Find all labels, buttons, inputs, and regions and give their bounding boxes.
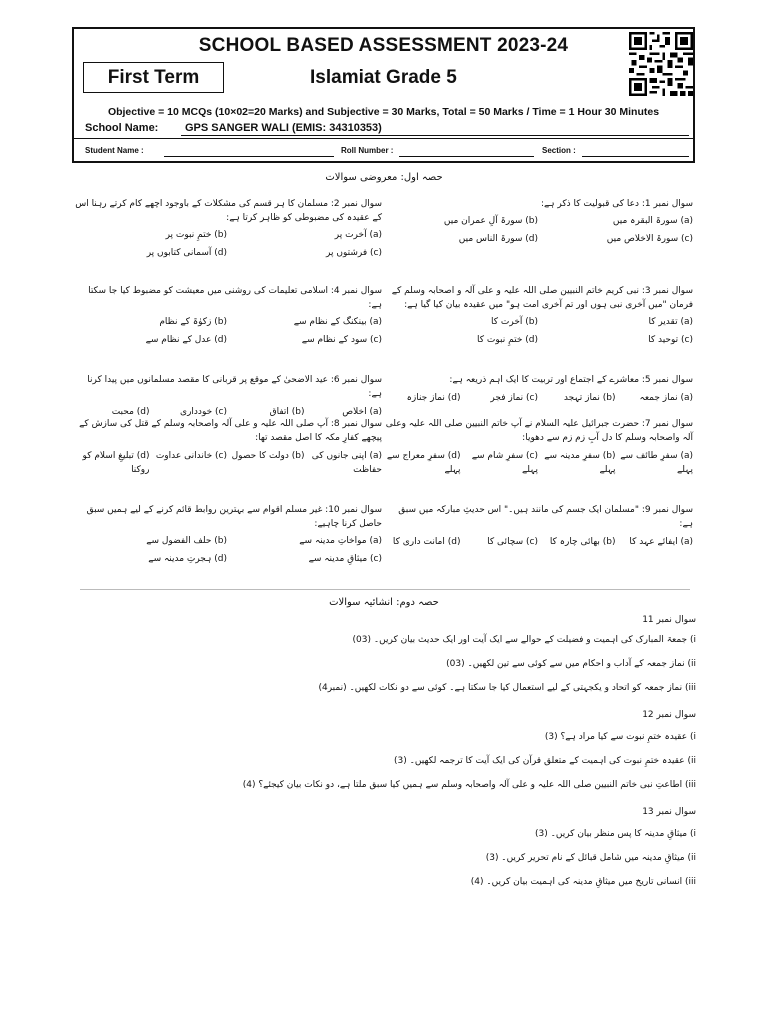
question-text: سوال نمبر 5: معاشرے کے اجتماع اور تربیت کا ایک اہم ذریعہ ہے:: [449, 375, 693, 385]
question-text: سوال نمبر 3: نبی کریم خاتم النبیین صلی اللہ علیہ و علی آلہ و اصحابہ وسلم کے فرمان "میں آخری نبی ہوں اور تم آخری امت ہو" میں عقیدہ بیان کیا گیا ہے:: [391, 286, 693, 310]
option: (a) تقدیر کا: [648, 317, 693, 327]
option: (c) سورۃ الاخلاص میں: [606, 234, 693, 244]
option: (b) دولت کا حصول: [231, 451, 305, 461]
roll-number-label: Roll Number :: [341, 146, 394, 155]
sub-question: iii) اطاعتِ نبی خاتم النبیین صلی اللہ علیہ و علی آلہ واصحابہ وسلم سے ہمیں کیا سبق ملتا ہے، دو نکات بیان کیجئے؟ (4): [242, 780, 696, 790]
option: (c) سود کے نظام سے: [301, 335, 382, 345]
term-box: First Term: [83, 62, 224, 93]
option: (a) سفرِ طائف سے پہلے: [620, 451, 693, 475]
sub-question: ii) میثاقِ مدینہ میں شامل قبائل کے نام تحریر کریں۔ (3): [485, 853, 696, 863]
option: (b) زکوٰۃ کے نظام: [159, 317, 227, 327]
option: (d) تبلیغِ اسلام کو روکنا: [82, 451, 150, 475]
option: (c) میثاقِ مدینہ سے: [308, 554, 382, 564]
mcq-10: [72, 503, 382, 566]
question-text: سوال نمبر 1: دعا کی قبولیت کا ذکر ہے:: [540, 199, 693, 209]
question-title: سوال نمبر 13: [642, 807, 696, 817]
option: (c) خودداری: [180, 407, 227, 417]
option: (a) مواخاتِ مدینہ سے: [299, 536, 382, 546]
mcq-8: [72, 417, 382, 477]
question-text: سوال نمبر 9: "مسلمان ایک جسم کی مانند ہیں۔" اس حدیثِ مبارکہ میں سبق ہے:: [398, 505, 693, 529]
option: (a) سورۃ البقرہ میں: [612, 216, 693, 226]
option: (a) نماز جمعہ: [639, 393, 693, 403]
option: (d) ہجرتِ مدینہ سے: [148, 554, 227, 564]
sub-question: ii) نماز جمعہ کے آداب و احکام میں سے کوئی سے تین لکھیں۔ (03): [446, 659, 696, 669]
question-text: سوال نمبر 8: آپ صلی اللہ علیہ و علی آلہ واصحابہ وسلم کے قتل کی سازش کے پیچھے کفارِ مکہ کا اصل مقصد تھا:: [79, 419, 382, 443]
option: (a) آخرت پر: [334, 230, 382, 240]
subject-title: Islamiat Grade 5: [310, 67, 457, 88]
sub-question: i) جمعۃ المبارک کی اہمیت و فضیلت کے حوالے سے ایک آیت اور ایک حدیث بیان کریں۔ (03): [352, 635, 696, 645]
option: (d) نماز جنازہ: [406, 393, 461, 403]
sub-question: ii) عقیدہ ختمِ نبوت کی اہمیت کے متعلق قرآن کی ایک آیت کا ترجمہ لکھیں۔ (3): [394, 756, 696, 766]
option: (c) فرشتوں پر: [326, 248, 382, 258]
section-divider: [80, 589, 690, 590]
mcq-7: [383, 417, 693, 477]
question-12: [96, 708, 696, 792]
mcq-1: [383, 197, 693, 246]
school-name-label: School Name:: [85, 122, 159, 134]
option: (a) بینکنگ کے نظام سے: [293, 317, 382, 327]
school-name-underline: [181, 135, 689, 136]
option: (b) ختمِ نبوت پر: [165, 230, 227, 240]
school-name-value: GPS SANGER WALI (EMIS: 34310353): [185, 122, 382, 134]
question-title: سوال نمبر 11: [642, 615, 696, 625]
part2-heading: حصہ دوم: انشائیہ سوالات: [329, 597, 439, 608]
sub-question: iii) انسانی تاریخ میں میثاقِ مدینہ کی اہمیت بیان کریں۔ (4): [470, 877, 696, 887]
student-name-label: Student Name :: [85, 146, 144, 155]
option: (b) نماز تہجد: [563, 393, 616, 403]
question-11: [96, 613, 696, 695]
section-field[interactable]: [582, 156, 689, 157]
option: (a) ایفائے عہد کا: [629, 537, 693, 547]
option: (b) سفرِ مدینہ سے پہلے: [544, 451, 616, 475]
part1-heading: حصہ اول: معروضی سوالات: [325, 172, 443, 183]
question-text: سوال نمبر 2: مسلمان کا ہر قسم کی مشکلات کے باوجود اچھے کام کرتے رہنا اس کے عقیدہ کی مضبوطی کو ظاہر کرتا ہے:: [75, 199, 382, 223]
header-frame: [72, 27, 695, 163]
sub-question: i) عقیدہ ختمِ نبوت سے کیا مراد ہے؟ (3): [544, 732, 696, 742]
assessment-title: SCHOOL BASED ASSESSMENT 2023-24: [198, 35, 569, 56]
question-text: سوال نمبر 6: عید الاضحیٰ کے موقع پر قربانی کا مقصد مسلمانوں میں پیدا کرنا ہے:: [87, 375, 382, 399]
mcq-5: [383, 373, 693, 405]
question-text: سوال نمبر 7: حضرت جبرائیل علیہ السلام نے آپ خاتم النبیین صلی اللہ علیہ وعلی آلہ واصحابہ وسلم کا دل آبِ زم زم سے دھویا:: [385, 419, 693, 443]
roll-number-field[interactable]: [399, 156, 534, 157]
header-separator: [74, 138, 693, 139]
question-title: سوال نمبر 12: [642, 710, 696, 720]
option: (d) ختمِ نبوت کا: [477, 335, 538, 345]
mcq-9: [383, 503, 693, 549]
option: (d) آسمانی کتابوں پر: [146, 248, 227, 258]
mcq-3: [383, 284, 693, 347]
option: (c) خاندانی عداوت: [155, 451, 227, 461]
sub-question: iii) نماز جمعہ کو اتحاد و یکجہتی کے لیے استعمال کیا جا سکتا ہے۔ کوئی سے دو نکات لکھیں۔ (نمبر4): [318, 683, 696, 693]
mcq-2: [72, 197, 382, 260]
option: (b) حلف الفضول سے: [146, 536, 227, 546]
option: (a) اخلاص: [342, 407, 382, 417]
option: (c) نماز فجر: [490, 393, 538, 403]
option: (d) سفرِ معراج سے پہلے: [386, 451, 461, 475]
section-label: Section :: [542, 146, 576, 155]
sub-question: i) میثاقِ مدینہ کا پس منظر بیان کریں۔ (3): [534, 829, 696, 839]
option: (c) سفرِ شام سے پہلے: [471, 451, 538, 475]
option: (b) آخرت کا: [491, 317, 538, 327]
mcq-4: [72, 284, 382, 347]
option: (a) اپنی جانوں کی حفاظت: [311, 451, 382, 475]
option: (b) بھائی چارہ کا: [549, 537, 616, 547]
question-13: [96, 805, 696, 889]
option: (d) سورۃ الناس میں: [458, 234, 538, 244]
question-text: سوال نمبر 10: غیر مسلم اقوام سے بہترین روابط قائم کرنے کے لیے ہمیں سبق حاصل کرنا چاہیے:: [86, 505, 382, 529]
option: (b) سورۃ آلِ عمران میں: [443, 216, 538, 226]
option: (d) امانت داری کا: [392, 537, 461, 547]
qr-code-icon: [629, 32, 693, 96]
mcq-6: [72, 373, 382, 419]
student-name-field[interactable]: [164, 156, 334, 157]
marks-line: Objective = 10 MCQs (10×02=20 Marks) and Subjective = 30 Marks, Total = 50 Marks / Time = 1 Hour 30 Minutes: [107, 106, 660, 118]
option: (d) محبت: [111, 407, 150, 417]
option: (b) اتفاق: [269, 407, 305, 417]
question-text: سوال نمبر 4: اسلامی تعلیمات کی روشنی میں معیشت کو مضبوط کیا جا سکتا ہے:: [88, 286, 382, 310]
option: (c) توحید کا: [648, 335, 693, 345]
option: (c) سچائی کا: [487, 537, 538, 547]
option: (d) عدل کے نظام سے: [145, 335, 227, 345]
